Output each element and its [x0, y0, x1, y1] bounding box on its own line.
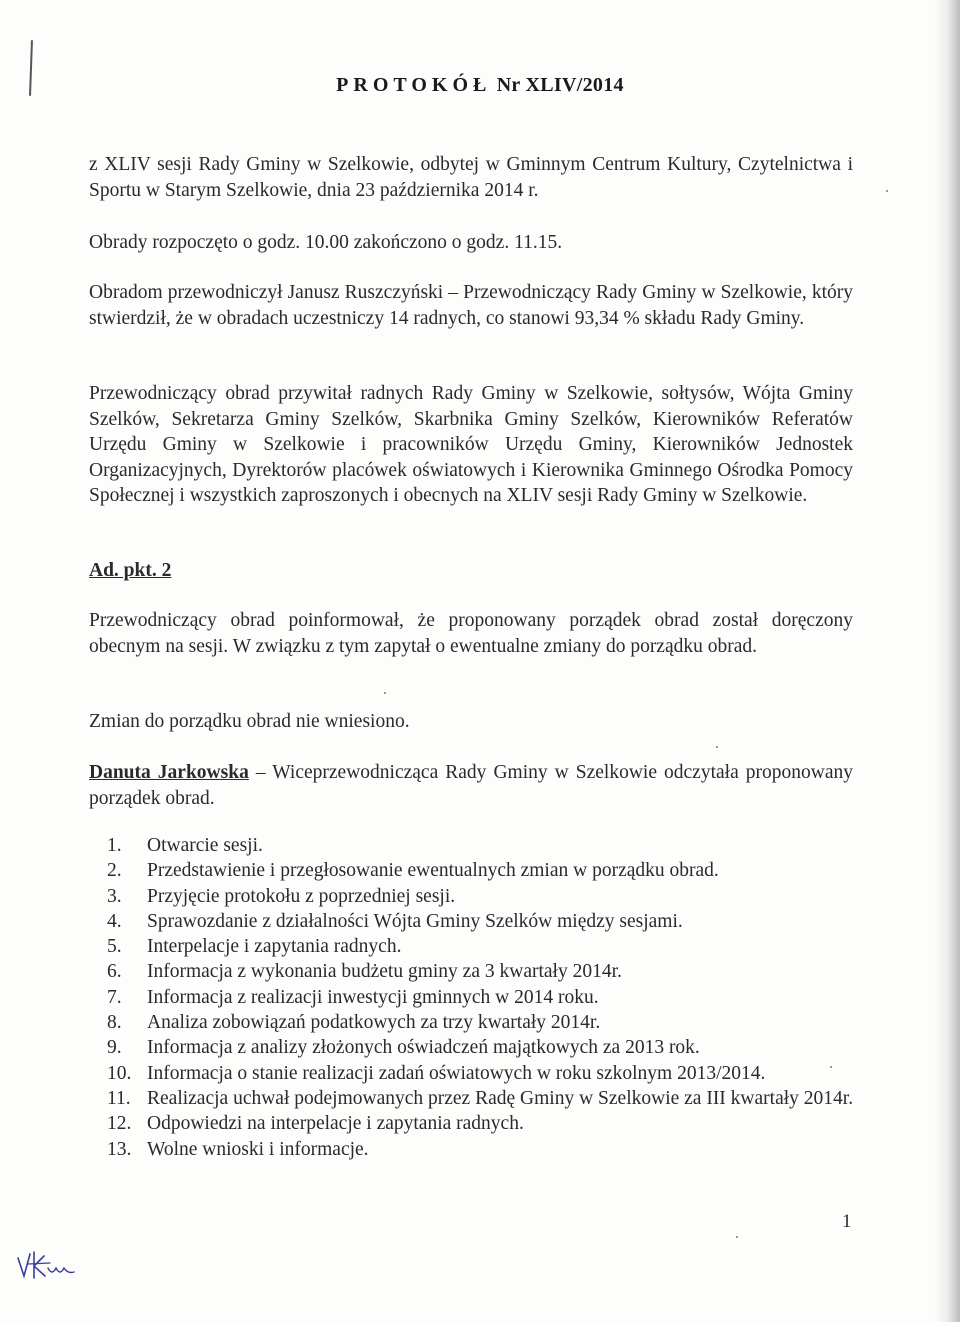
- agenda-item-text: Informacja z realizacji inwestycji gminnych w 2014 roku.: [147, 986, 599, 1008]
- agenda-item-text: Realizacja uchwał podejmowanych przez Radę Gminy w Szelkowie za III kwartały 2014r.: [147, 1087, 854, 1109]
- document-title: [0, 74, 960, 97]
- handwritten-initials: [14, 1246, 94, 1286]
- agenda-item-text: Odpowiedzi na interpelacje i zapytania radnych.: [147, 1113, 524, 1135]
- agenda-item-number: 4.: [107, 910, 122, 932]
- agenda-item-text: Informacja o stanie realizacji zadań oświatowych w roku szkolnym 2013/2014.: [147, 1062, 766, 1084]
- agenda-item-text: Informacja z wykonania budżetu gminy za 3 kwartały 2014r.: [147, 961, 622, 983]
- scan-speck: [716, 746, 718, 748]
- agenda-item-number: 2.: [107, 860, 122, 882]
- chair-paragraph: Obradom przewodniczył Janusz Ruszczyński – Przewodniczący Rady Gminy w Szelkowie, który stwierdził, że w obradach uczestniczy 14 radnych, co stanowi 93,34 % składu Rady Gminy.: [89, 282, 853, 329]
- agenda-item: [107, 985, 857, 1010]
- agenda-reading-paragraph: [89, 760, 853, 811]
- agenda-item-text: Analiza zobowiązań podatkowych za trzy kwartały 2014r.: [147, 1012, 601, 1034]
- title-prefix: PROTOKÓŁ: [336, 74, 492, 96]
- agenda-item-text: Sprawozdanie z działalności Wójta Gminy Szelków między sesjami.: [147, 910, 683, 932]
- scan-shadow-edge-dark: [948, 0, 960, 1322]
- session-time-paragraph: Obrady rozpoczęto o godz. 10.00 zakończono o godz. 11.15.: [89, 232, 563, 253]
- order-info-paragraph: Przewodniczący obrad poinformował, że proponowany porządek obrad został doręczony obecnym na sesji. W związku z tym zapytał o ewentualne zmiany do porządku obrad.: [89, 610, 853, 657]
- page-number: 1: [842, 1211, 852, 1232]
- agenda-item: [107, 909, 857, 934]
- agenda-item-number: 3.: [107, 885, 122, 907]
- section-heading: Ad. pkt. 2: [89, 560, 172, 581]
- agenda-item-text: Wolne wnioski i informacje.: [147, 1138, 369, 1160]
- agenda-item-number: 12.: [107, 1113, 132, 1135]
- agenda-item-text: Interpelacje i zapytania radnych.: [147, 936, 402, 958]
- agenda-item-text: Otwarcie sesji.: [147, 835, 263, 856]
- intro-paragraph: z XLIV sesji Rady Gminy w Szelkowie, odbytej w Gminnym Centrum Kultury, Czytelnictwa i Sportu w Starym Szelkowie, dnia 23 października 2014 r.: [89, 154, 853, 201]
- title-number: Nr XLIV/2014: [496, 74, 624, 96]
- reader-description: – Wiceprzewodnicząca Rady Gminy w Szelkowie odczytała proponowany porządek obrad.: [89, 762, 853, 809]
- agenda-item-number: 13.: [107, 1138, 132, 1160]
- scan-speck: [736, 1236, 738, 1238]
- agenda-item: [107, 1086, 857, 1111]
- agenda-list: [107, 833, 857, 1162]
- agenda-item-number: 5.: [107, 936, 122, 958]
- agenda-item-text: Przedstawienie i przegłosowanie ewentualnych zmian w porządku obrad.: [147, 860, 719, 882]
- agenda-item: [107, 1137, 857, 1162]
- agenda-item: [107, 858, 857, 883]
- agenda-item: [107, 833, 857, 858]
- reader-name: Danuta Jarkowska: [89, 762, 249, 783]
- agenda-item-number: 8.: [107, 1012, 122, 1034]
- agenda-item-number: 9.: [107, 1037, 122, 1059]
- agenda-item-number: 6.: [107, 961, 122, 983]
- agenda-item-number: 10.: [107, 1062, 132, 1084]
- no-changes-paragraph: Zmian do porządku obrad nie wniesiono.: [89, 711, 410, 732]
- agenda-item: [107, 1061, 857, 1086]
- scan-speck: [886, 190, 888, 192]
- agenda-item: [107, 1035, 857, 1060]
- agenda-item: [107, 1010, 857, 1035]
- agenda-item: [107, 959, 857, 984]
- agenda-item-number: 11.: [107, 1087, 131, 1109]
- agenda-item: [107, 934, 857, 959]
- agenda-item-text: Przyjęcie protokołu z poprzedniej sesji.: [147, 885, 456, 907]
- agenda-item-text: Informacja z analizy złożonych oświadczeń majątkowych za 2013 rok.: [147, 1037, 700, 1059]
- scan-speck: [384, 692, 386, 694]
- agenda-item: [107, 884, 857, 909]
- welcome-paragraph: Przewodniczący obrad przywitał radnych Rady Gminy w Szelkowie, sołtysów, Wójta Gminy Szelków, Sekretarza Gminy Szelków, Skarbnika Gminy Szelków, Kierowników Referatów Urzędu Gminy w Szelkowie i pracowników Urzędu Gminy, Kierowników Jednostek Organizacyjnych, Dyrektorów placówek oświatowych i Kierownika Gminnego Ośrodka Pomocy Społecznej i wszystkich zaproszonych i obecnych na XLIV sesji Rady Gminy w Szelkowie.: [89, 383, 853, 506]
- agenda-item-number: 1.: [107, 835, 122, 856]
- scan-speck: [830, 1066, 832, 1068]
- agenda-item: [107, 1111, 857, 1136]
- agenda-item-number: 7.: [107, 986, 122, 1008]
